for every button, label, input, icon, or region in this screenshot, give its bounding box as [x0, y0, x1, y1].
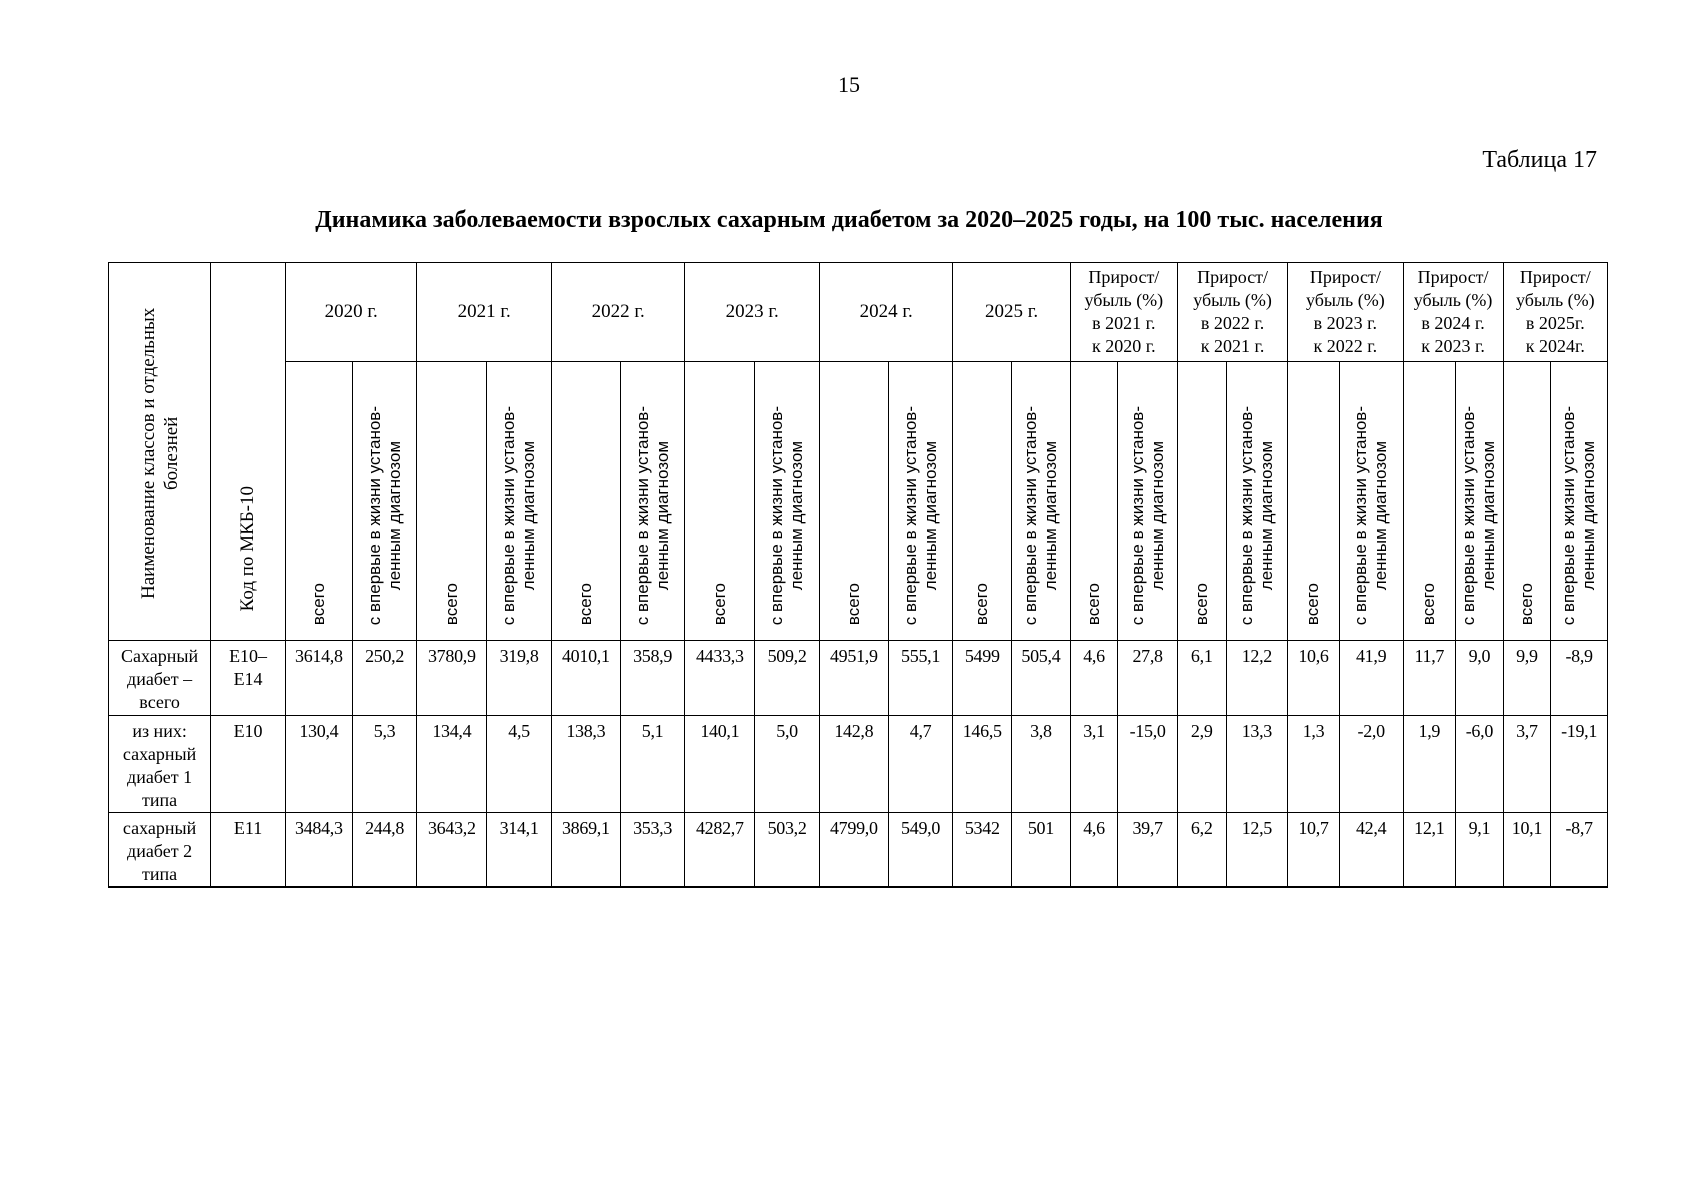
subheader-total-text: всего [1516, 582, 1536, 625]
row-code-cell [211, 641, 286, 716]
table-row [109, 813, 1608, 888]
subheader-newly-diagnosed [487, 362, 552, 641]
subheader-total-text: всего [308, 582, 328, 625]
subheader-newly-diagnosed [1012, 362, 1071, 641]
year-header-2024: 2024 г. [819, 263, 952, 362]
subheader-line: ленным диагнозом [1371, 440, 1391, 591]
table-row [109, 716, 1608, 813]
value-cell: 12,5 [1226, 813, 1288, 888]
value-cell: 250,2 [352, 641, 417, 716]
subheader-total-text: всего [972, 582, 992, 625]
row-code-line: Е10 [233, 721, 263, 741]
value-cell: 3,8 [1012, 716, 1071, 813]
value-cell: 42,4 [1339, 813, 1403, 888]
growth-header-2021 [1070, 263, 1177, 362]
subheader-line: ленным диагнозом [920, 440, 940, 591]
value-cell: 505,4 [1012, 641, 1071, 716]
subheader-line: ленным диагнозом [519, 440, 539, 591]
subheader-total-text: всего [843, 582, 863, 625]
year-header-2023: 2023 г. [685, 263, 820, 362]
subheader-line: ленным диагнозом [787, 440, 807, 591]
table-row [109, 641, 1608, 716]
value-cell: 10,7 [1288, 813, 1340, 888]
subheader-total-text: всего [441, 582, 461, 625]
row-name-line: диабет 1 [127, 767, 193, 787]
row-name-line: типа [142, 790, 178, 810]
subheader-newly-diagnosed [888, 362, 953, 641]
value-cell: 501 [1012, 813, 1071, 888]
subheader-line: с впервые в жизни установ- [1459, 405, 1479, 625]
growth-header-line: к 2022 г. [1313, 336, 1378, 356]
value-cell: 3484,3 [285, 813, 352, 888]
value-cell: 4282,7 [685, 813, 755, 888]
value-cell: 509,2 [755, 641, 820, 716]
subheader-total [953, 362, 1012, 641]
year-header-2021: 2021 г. [417, 263, 552, 362]
subheader-line: с впервые в жизни установ- [1236, 405, 1256, 625]
subheader-line: ленным диагнозом [1256, 440, 1276, 591]
subheader-line: ленным диагнозом [652, 440, 672, 591]
value-cell: 5,1 [620, 716, 685, 813]
subheader-newly-diagnosed-text [1559, 406, 1599, 625]
growth-header-line: в 2024 г. [1421, 313, 1485, 333]
subheader-newly-diagnosed [1118, 362, 1178, 641]
row-name-cell [109, 813, 211, 888]
subheader-total-text: всего [1191, 582, 1211, 625]
row-name-cell [109, 641, 211, 716]
growth-header-line: убыль (%) [1413, 290, 1493, 310]
subheader-line: с впервые в жизни установ- [499, 405, 519, 625]
subheader-line: ленным диагнозом [1147, 440, 1167, 591]
subheader-newly-diagnosed [1551, 362, 1608, 641]
value-cell: 130,4 [285, 716, 352, 813]
value-cell: 4799,0 [819, 813, 888, 888]
subheader-newly-diagnosed [1226, 362, 1288, 641]
subheader-total-text: всего [709, 582, 729, 625]
value-cell: 27,8 [1118, 641, 1178, 716]
subheader-line: с впервые в жизни установ- [632, 405, 652, 625]
subheader-line: с впервые в жизни установ- [1127, 405, 1147, 625]
value-cell: 10,6 [1288, 641, 1340, 716]
subheader-total [551, 362, 620, 641]
value-cell: 1,3 [1288, 716, 1340, 813]
subheader-newly-diagnosed-text [901, 406, 941, 625]
value-cell: 3,1 [1070, 716, 1118, 813]
growth-header-line: Прирост/ [1417, 267, 1489, 287]
subheader-total [1070, 362, 1118, 641]
value-cell: 5,3 [352, 716, 417, 813]
value-cell: 39,7 [1118, 813, 1178, 888]
subheader-line: ленным диагнозом [1040, 440, 1060, 591]
subheader-newly-diagnosed-text [365, 406, 405, 625]
value-cell: 11,7 [1403, 641, 1456, 716]
row-name-line: Сахарный [121, 646, 199, 666]
value-cell: 549,0 [888, 813, 953, 888]
value-cell: 314,1 [487, 813, 552, 888]
name-column-header-text: Наименование классов и отдельных болезней [137, 307, 182, 600]
value-cell: 4951,9 [819, 641, 888, 716]
subheader-newly-diagnosed-text [633, 406, 673, 625]
value-cell: -15,0 [1118, 716, 1178, 813]
year-header-2020: 2020 г. [285, 263, 416, 362]
code-column-header-text: Код по МКБ-10 [237, 485, 259, 611]
value-cell: 3614,8 [285, 641, 352, 716]
growth-header-line: к 2020 г. [1092, 336, 1156, 356]
subheader-line: с впервые в жизни установ- [900, 405, 920, 625]
value-cell: 142,8 [819, 716, 888, 813]
growth-header-2022 [1177, 263, 1287, 362]
incidence-table [108, 262, 1608, 888]
growth-header-line: в 2022 г. [1200, 313, 1265, 333]
value-cell: 353,3 [620, 813, 685, 888]
subheader-line: ленным диагнозом [1579, 440, 1599, 591]
value-cell: 358,9 [620, 641, 685, 716]
row-name-line: диабет – [127, 669, 193, 689]
row-name-line: диабет 2 [127, 841, 193, 861]
value-cell: 4,6 [1070, 641, 1118, 716]
subheader-newly-diagnosed-text [1128, 406, 1168, 625]
header-row-subcolumns [109, 362, 1608, 641]
year-header-2022: 2022 г. [551, 263, 684, 362]
row-name-line: сахарный [122, 744, 197, 764]
subheader-total [1177, 362, 1226, 641]
growth-header-line: к 2023 г. [1421, 336, 1485, 356]
growth-header-line: Прирост/ [1309, 267, 1381, 287]
row-code-cell [211, 813, 286, 888]
subheader-newly-diagnosed-text [1351, 406, 1391, 625]
value-cell: 2,9 [1177, 716, 1226, 813]
value-cell: 503,2 [755, 813, 820, 888]
value-cell: 13,3 [1226, 716, 1288, 813]
growth-header-line: к 2024г. [1525, 336, 1585, 356]
value-cell: 6,1 [1177, 641, 1226, 716]
growth-header-line: Прирост/ [1519, 267, 1591, 287]
row-name-cell [109, 716, 211, 813]
value-cell: -8,7 [1551, 813, 1608, 888]
value-cell: 3780,9 [417, 641, 487, 716]
value-cell: 146,5 [953, 716, 1012, 813]
name-column-header [109, 263, 211, 641]
value-cell: 12,2 [1226, 641, 1288, 716]
value-cell: 134,4 [417, 716, 487, 813]
growth-header-2023 [1288, 263, 1403, 362]
growth-header-line: убыль (%) [1306, 290, 1385, 310]
value-cell: -6,0 [1456, 716, 1504, 813]
subheader-newly-diagnosed [1339, 362, 1403, 641]
subheader-total [1403, 362, 1456, 641]
subheader-newly-diagnosed-text [767, 406, 807, 625]
row-code-cell [211, 716, 286, 813]
subheader-total-text: всего [1084, 582, 1103, 625]
growth-header-line: убыль (%) [1193, 290, 1272, 310]
growth-header-line: Прирост/ [1197, 267, 1269, 287]
page-number: 15 [838, 72, 860, 97]
subheader-newly-diagnosed [1456, 362, 1504, 641]
value-cell: 9,9 [1503, 641, 1551, 716]
value-cell: 4433,3 [685, 641, 755, 716]
growth-header-line: убыль (%) [1515, 290, 1595, 310]
value-cell: 4,7 [888, 716, 953, 813]
document-title: Динамика заболеваемости взрослых сахарным диабетом за 2020–2025 годы, на 100 тыс. населения [315, 207, 1383, 233]
value-cell: -19,1 [1551, 716, 1608, 813]
value-cell: 6,2 [1177, 813, 1226, 888]
subheader-total [1288, 362, 1340, 641]
row-name-line: типа [142, 864, 178, 884]
subheader-total [685, 362, 755, 641]
subheader-line: с впервые в жизни установ- [1559, 405, 1579, 625]
value-cell: -2,0 [1339, 716, 1403, 813]
value-cell: 3,7 [1503, 716, 1551, 813]
subheader-line: с впервые в жизни установ- [1020, 405, 1040, 625]
subheader-newly-diagnosed-text [499, 406, 539, 625]
subheader-total [819, 362, 888, 641]
subheader-newly-diagnosed-text [1021, 406, 1061, 625]
subheader-total-text: всего [1303, 582, 1323, 625]
year-header-2025: 2025 г. [953, 263, 1070, 362]
subheader-line: с впервые в жизни установ- [1351, 405, 1371, 625]
value-cell: 12,1 [1403, 813, 1456, 888]
value-cell: 4,6 [1070, 813, 1118, 888]
growth-header-line: убыль (%) [1084, 290, 1164, 310]
growth-header-line: к 2021 г. [1200, 336, 1265, 356]
growth-header-2025 [1503, 263, 1607, 362]
subheader-total-text: всего [575, 582, 595, 625]
value-cell: 4,5 [487, 716, 552, 813]
subheader-line: ленным диагнозом [1479, 440, 1499, 591]
value-cell: 140,1 [685, 716, 755, 813]
value-cell: 1,9 [1403, 716, 1456, 813]
table-body [109, 641, 1608, 888]
value-cell: 319,8 [487, 641, 552, 716]
growth-header-line: в 2023 г. [1313, 313, 1378, 333]
value-cell: 244,8 [352, 813, 417, 888]
subheader-line: ленным диагнозом [384, 440, 404, 591]
subheader-total [285, 362, 352, 641]
value-cell: 4010,1 [551, 641, 620, 716]
table-label: Таблица 17 [1482, 147, 1597, 173]
growth-header-line: Прирост/ [1088, 267, 1160, 287]
value-cell: 555,1 [888, 641, 953, 716]
subheader-newly-diagnosed [620, 362, 685, 641]
growth-header-line: в 2025г. [1525, 313, 1585, 333]
row-name-line: из них: [132, 721, 187, 741]
subheader-line: с впервые в жизни установ- [767, 405, 787, 625]
subheader-total [417, 362, 487, 641]
value-cell: 5,0 [755, 716, 820, 813]
value-cell: 3643,2 [417, 813, 487, 888]
value-cell: 9,0 [1456, 641, 1504, 716]
row-code-line: Е10– [229, 646, 268, 666]
subheader-total [1503, 362, 1551, 641]
subheader-newly-diagnosed-text [1459, 406, 1499, 625]
value-cell: 9,1 [1456, 813, 1504, 888]
value-cell: 138,3 [551, 716, 620, 813]
value-cell: 41,9 [1339, 641, 1403, 716]
value-cell: 10,1 [1503, 813, 1551, 888]
value-cell: 3869,1 [551, 813, 620, 888]
subheader-total-text: всего [1419, 582, 1439, 625]
subheader-newly-diagnosed-text [1237, 406, 1277, 625]
value-cell: 5499 [953, 641, 1012, 716]
row-name-line: сахарный [122, 818, 197, 838]
subheader-newly-diagnosed [755, 362, 820, 641]
value-cell: 5342 [953, 813, 1012, 888]
row-code-line: Е11 [233, 818, 263, 838]
header-row-top [109, 263, 1608, 362]
subheader-newly-diagnosed [352, 362, 417, 641]
growth-header-line: в 2021 г. [1092, 313, 1156, 333]
value-cell: -8,9 [1551, 641, 1608, 716]
row-name-line: всего [139, 692, 180, 712]
subheader-line: с впервые в жизни установ- [364, 405, 384, 625]
code-column-header [211, 263, 286, 641]
row-code-line: Е14 [233, 669, 263, 689]
growth-header-2024 [1403, 263, 1503, 362]
